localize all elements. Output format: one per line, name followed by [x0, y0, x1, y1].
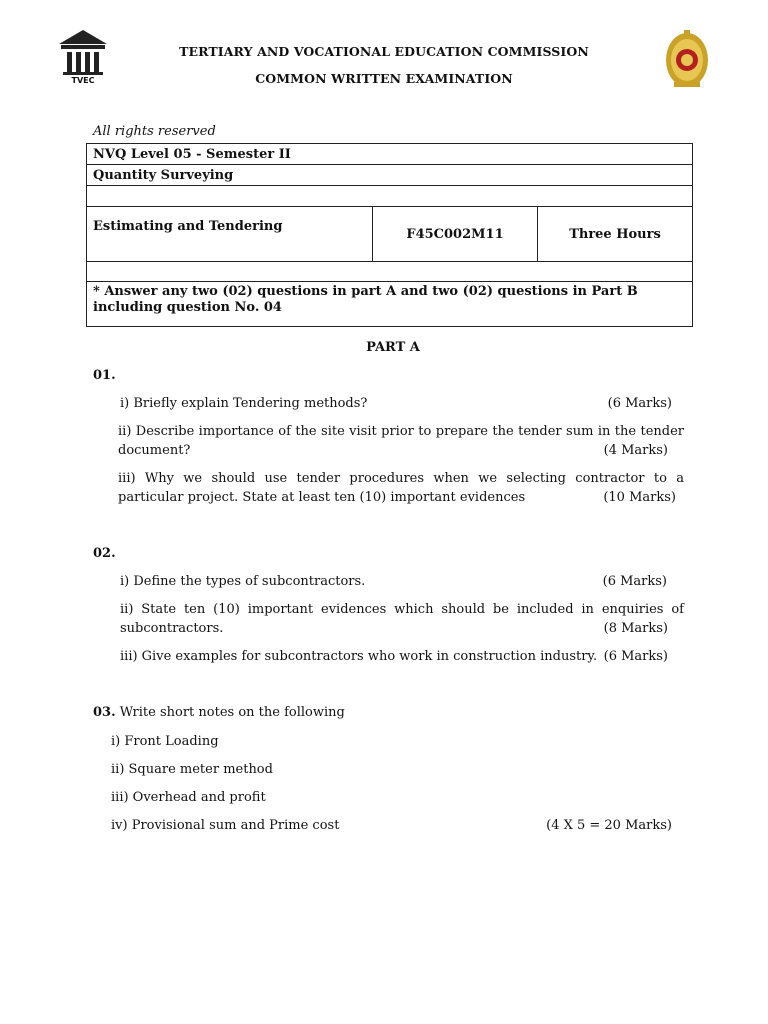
- q2-part-ii-line-1: ii) State ten (10) important evidences which should be included in enquiries of: [120, 602, 684, 617]
- question-3-heading: [93, 703, 345, 722]
- emblem-seal-icon: [664, 28, 710, 90]
- national-emblem: [664, 28, 710, 90]
- q2-part-ii-marks: (8 Marks): [603, 621, 668, 636]
- q3-marks: (4 X 5 = 20 Marks): [546, 818, 672, 833]
- tvec-logo-text: TVEC: [71, 76, 95, 85]
- question-3-number: 03.: [93, 705, 116, 720]
- q1-part-iii-marks: (10 Marks): [603, 490, 676, 505]
- q1-part-iii-line-2: particular project. State at least ten (10) important evidences: [118, 490, 526, 505]
- instruction-line-1: * Answer any two (02) questions in part A and two (02) questions in Part B: [93, 284, 638, 299]
- q3-item-1: i) Front Loading: [111, 734, 219, 749]
- question-1-number: 01.: [93, 368, 116, 383]
- blank-row: [87, 262, 693, 282]
- rights-notice: All rights reserved: [93, 124, 216, 139]
- q1-part-iii-line-1: iii) Why we should use tender procedures when we selecting contractor to a: [118, 471, 684, 486]
- q2-part-i-marks: (6 Marks): [602, 574, 667, 589]
- q3-item-4: iv) Provisional sum and Prime cost: [111, 818, 340, 833]
- q1-part-ii-marks: (4 Marks): [603, 443, 668, 458]
- q3-item-2: ii) Square meter method: [111, 762, 273, 777]
- q1-part-i: i) Briefly explain Tendering methods?: [120, 396, 368, 411]
- exam-title: COMMON WRITTEN EXAMINATION: [255, 71, 513, 86]
- question-2-number: 02.: [93, 546, 116, 561]
- q2-part-ii-line-2: subcontractors.: [120, 621, 224, 636]
- instruction-cell: [87, 282, 693, 327]
- q1-part-ii-line-1: ii) Describe importance of the site visit prior to prepare the tender sum in the tender: [118, 424, 684, 439]
- instruction-line-2: including question No. 04: [93, 300, 282, 315]
- course-cell: Quantity Surveying: [87, 165, 693, 186]
- duration-cell: Three Hours: [538, 207, 693, 262]
- q2-part-i: i) Define the types of subcontractors.: [120, 574, 366, 589]
- q2-part-iii: iii) Give examples for subcontractors who work in construction industry.: [120, 649, 598, 664]
- question-3-intro: Write short notes on the following: [119, 705, 345, 720]
- module-code-cell: F45C002M11: [373, 207, 538, 262]
- exam-info-table: [86, 143, 693, 327]
- q1-part-i-marks: (6 Marks): [607, 396, 672, 411]
- part-title: PART A: [366, 340, 420, 355]
- module-cell: Estimating and Tendering: [87, 207, 373, 262]
- institution-title: TERTIARY AND VOCATIONAL EDUCATION COMMISSION: [179, 44, 589, 59]
- q1-part-ii-line-2: document?: [118, 443, 191, 458]
- q2-part-iii-marks: (6 Marks): [603, 649, 668, 664]
- blank-row: [87, 186, 693, 207]
- q3-item-3: iii) Overhead and profit: [111, 790, 266, 805]
- level-cell: NVQ Level 05 - Semester II: [87, 144, 693, 165]
